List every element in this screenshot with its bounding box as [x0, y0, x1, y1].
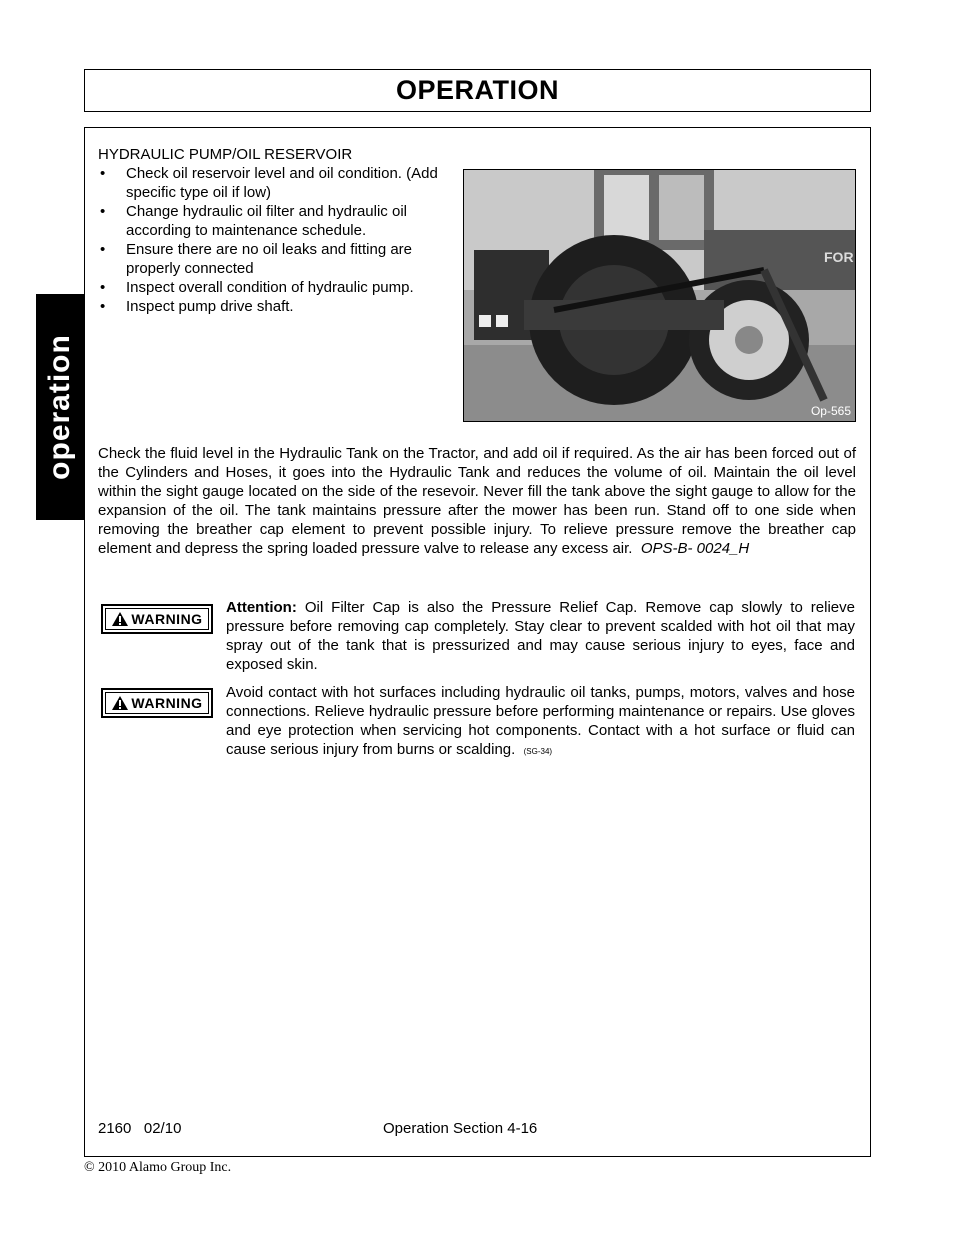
warning-triangle-icon [111, 611, 129, 627]
bullet-marker: • [100, 241, 106, 258]
paragraph-text: Check the fluid level in the Hydraulic Tank on the Tractor, and add oil if required. As the air has been forced out of the Cylinders and Hoses, it goes into the Hydraulic Tank and reduces the volume of oil. Maintain the oil level within the sight gauge located on the side of the resevoir. Never fill the tank above the sight gauge to allow for the expansion of the oil. The tank maintains pressure after the mower has been run. Stand off to one side when removing the breather cap element to prevent possible injury. To relieve pressure remove the breather cap element and depress the spring loaded pressure valve to release any excess air. [98, 445, 856, 557]
body-paragraph [98, 444, 856, 558]
list-item-text: Ensure there are no oil leaks and fitting are properly connected [126, 241, 413, 277]
tractor-photo [463, 169, 856, 422]
list-item-text: Change hydraulic oil filter and hydraulic oil according to maintenance schedule. [126, 203, 407, 239]
list-item-text: Inspect pump drive shaft. [126, 298, 294, 315]
reference-code: OPS-B- 0024_H [640, 540, 750, 557]
list-item [98, 297, 456, 316]
warning-triangle-icon [111, 695, 129, 711]
photo-label: Op-565 [810, 404, 851, 418]
side-tab-label: operation [43, 334, 77, 480]
page-title: OPERATION [395, 75, 559, 105]
warning-lead: Attention: [226, 599, 297, 616]
section-title: HYDRAULIC PUMP/OIL RESERVOIR [98, 146, 353, 163]
list-item [98, 278, 456, 297]
bullet-marker: • [100, 298, 106, 315]
warning-word: WARNING [131, 611, 203, 627]
warning-badge [101, 688, 213, 718]
warning-word: WARNING [131, 695, 203, 711]
list-item [98, 164, 456, 202]
bullet-list [98, 164, 456, 316]
tractor-photo-icon [464, 170, 855, 421]
page-header [84, 69, 871, 112]
list-item [98, 240, 456, 278]
side-section-tab [36, 294, 84, 520]
warning-text [226, 598, 855, 674]
warning-badge [101, 604, 213, 634]
bullet-marker: • [100, 279, 106, 296]
warning-code: (SG-34) [523, 747, 553, 756]
warning-body: Oil Filter Cap is also the Pressure Relief Cap. Remove cap slowly to relieve pressure before removing cap completely. Stay clear to prevent scalded with hot oil that may spray out of the tank that is pressurized and may cause serious injury to eyes, face and exposed skin. [226, 599, 855, 673]
bullet-marker: • [100, 203, 106, 220]
list-item [98, 202, 456, 240]
copyright: © 2010 Alamo Group Inc. [84, 1160, 232, 1175]
footer-model-date: 2160 02/10 [98, 1120, 182, 1137]
warning-text [226, 683, 855, 761]
bullet-marker: • [100, 165, 106, 182]
list-item-text: Check oil reservoir level and oil condition. (Add specific type oil if low) [126, 165, 438, 201]
svg-text:FOR: FOR [824, 249, 854, 265]
warning-body: Avoid contact with hot surfaces including hydraulic oil tanks, pumps, motors, valves and hose connections. Relieve hydraulic pressure before performing maintenance or repairs. Use gloves and eye protection when servicing hot components. Contact with a hot surface or fluid can cause serious injury from burns or scalding. [226, 684, 855, 758]
list-item-text: Inspect overall condition of hydraulic pump. [126, 279, 414, 296]
footer-section-page: Operation Section 4-16 [383, 1120, 538, 1137]
